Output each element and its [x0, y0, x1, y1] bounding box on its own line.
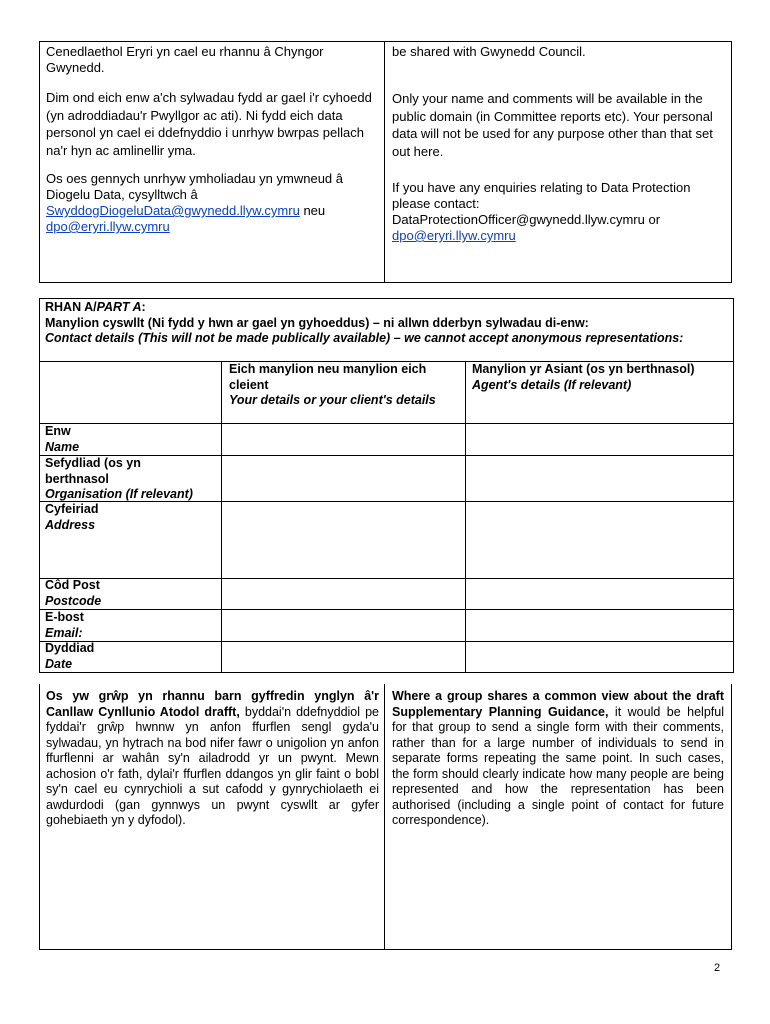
- row-label-name: Enw Name: [45, 424, 80, 454]
- row-label-postcode: Côd Post Postcode: [45, 578, 102, 608]
- privacy-en-p2: Only your name and comments will be available in the public domain (in Committee reports etc). Your personal data will not be used for any purpose other than that set out here.: [392, 91, 713, 159]
- col2-cy: Manylion yr Asiant (os yn berthnasol): [472, 362, 695, 376]
- group-note-en: Where a group shares a common view about the draft Supplementary Planning Guidance, it would be helpful for that group to send a single form with their comments, rather than for a large number of individuals to send in separate forms repeating the same point. In such cases, the form should clearly indicate how many people are being represented and how the representation has been authorised (including a single point of contact for future correspondence).: [392, 689, 724, 827]
- your-date-field[interactable]: [222, 642, 465, 672]
- eryri-dpo-link-cy[interactable]: dpo@eryri.llyw.cymru: [46, 219, 170, 234]
- part-a-line-cy: Manylion cyswllt (Ni fydd y hwn ar gael yn gyhoeddus) – ni allwn dderbyn sylwadau di-enw:: [45, 315, 589, 330]
- col1-cy: Eich manylion neu manylion eich cleient: [229, 362, 427, 392]
- privacy-en-p1: be shared with Gwynedd Council.: [392, 44, 586, 59]
- row-label-email: E-bost Email:: [45, 610, 84, 640]
- row-label-organisation: Sefydliad (os yn berthnasol Organisation (If relevant): [45, 456, 193, 501]
- row-label-date: Dyddiad Date: [45, 641, 95, 671]
- agent-postcode-field[interactable]: [466, 579, 733, 609]
- group-divider: [384, 684, 385, 950]
- privacy-cy-p1: Cenedlaethol Eryri yn cael eu rhannu â Chyngor Gwynedd.: [46, 44, 324, 75]
- column-header-agent-details: [472, 362, 732, 393]
- your-postcode-field[interactable]: [222, 579, 465, 609]
- agent-organisation-field[interactable]: [466, 456, 733, 501]
- page-number: 2: [714, 962, 721, 974]
- privacy-welsh-column: [46, 44, 376, 235]
- privacy-cy-p2: Dim ond eich enw a'ch sylwadau fydd ar gael i'r cyhoedd (yn adroddiadau'r Pwyllgor ac ati). Ni fydd eich data personol yn cael ei ddefnyddio i unrhyw bwrpas pellach na'r hyn ac amlinellir yma.: [46, 90, 372, 158]
- agent-name-field[interactable]: [466, 424, 733, 455]
- col2-en: Agent's details (If relevant): [472, 377, 632, 392]
- privacy-cy-contact-text: Os oes gennych unrhyw ymholiadau yn ymwneud â Diogelu Data, cysylltwch â: [46, 171, 343, 202]
- privacy-divider: [384, 41, 385, 283]
- privacy-english-column: [392, 44, 727, 244]
- privacy-en-or: or: [648, 212, 661, 227]
- privacy-en-contact-text: If you have any enquiries relating to Data Protection please contact:: [392, 180, 691, 211]
- gwynedd-dpo-email-en: DataProtectionOfficer@gwynedd.llyw.cymru: [392, 212, 645, 227]
- eryri-dpo-link-en[interactable]: dpo@eryri.llyw.cymru: [392, 228, 516, 243]
- agent-address-field[interactable]: [466, 502, 733, 578]
- agent-email-field[interactable]: [466, 610, 733, 641]
- your-organisation-field[interactable]: [222, 456, 465, 501]
- your-name-field[interactable]: [222, 424, 465, 455]
- part-a-heading: RHAN A/PART A:: [45, 300, 146, 314]
- column-header-your-details: [229, 362, 459, 409]
- privacy-cy-p3: [46, 171, 376, 235]
- gwynedd-dpo-link-cy[interactable]: SwyddogDiogeluData@gwynedd.llyw.cymru: [46, 203, 300, 218]
- col1-en: Your details or your client's details: [229, 393, 436, 407]
- privacy-cy-or: neu: [303, 203, 326, 218]
- privacy-en-p3: [392, 180, 727, 244]
- your-email-field[interactable]: [222, 610, 465, 641]
- row-label-address: Cyfeiriad Address: [45, 502, 99, 532]
- part-a-header: [45, 300, 725, 347]
- your-address-field[interactable]: [222, 502, 465, 578]
- part-a-line-en: Contact details (This will not be made publically available) – we cannot accept anonymous representations:: [45, 331, 684, 345]
- group-note-cy: Os yw grŵp yn rhannu barn gyffredin ynglyn â'r Canllaw Cynllunio Atodol drafft, byddai'n ddefnyddiol pe fyddai'r grŵp hwnnw yn anfon ffurflen sengl gyda'u sylwadau, yn hytrach na bod nifer fawr o unigolion yn anfon ffurflenni ar wahân sy'n ailadrodd yr un pwynt. Mewn achosion o'r fath, dylai'r ffurflen ddangos yn glir faint o bobl sy'n cael eu cynrychioli a sut cafodd y gynrychiolaeth ei awdurdodi (gan gynnwys un pwynt cyswllt ar gyfer gohebiaeth yn y dyfodol).: [46, 689, 379, 827]
- agent-date-field[interactable]: [466, 642, 733, 672]
